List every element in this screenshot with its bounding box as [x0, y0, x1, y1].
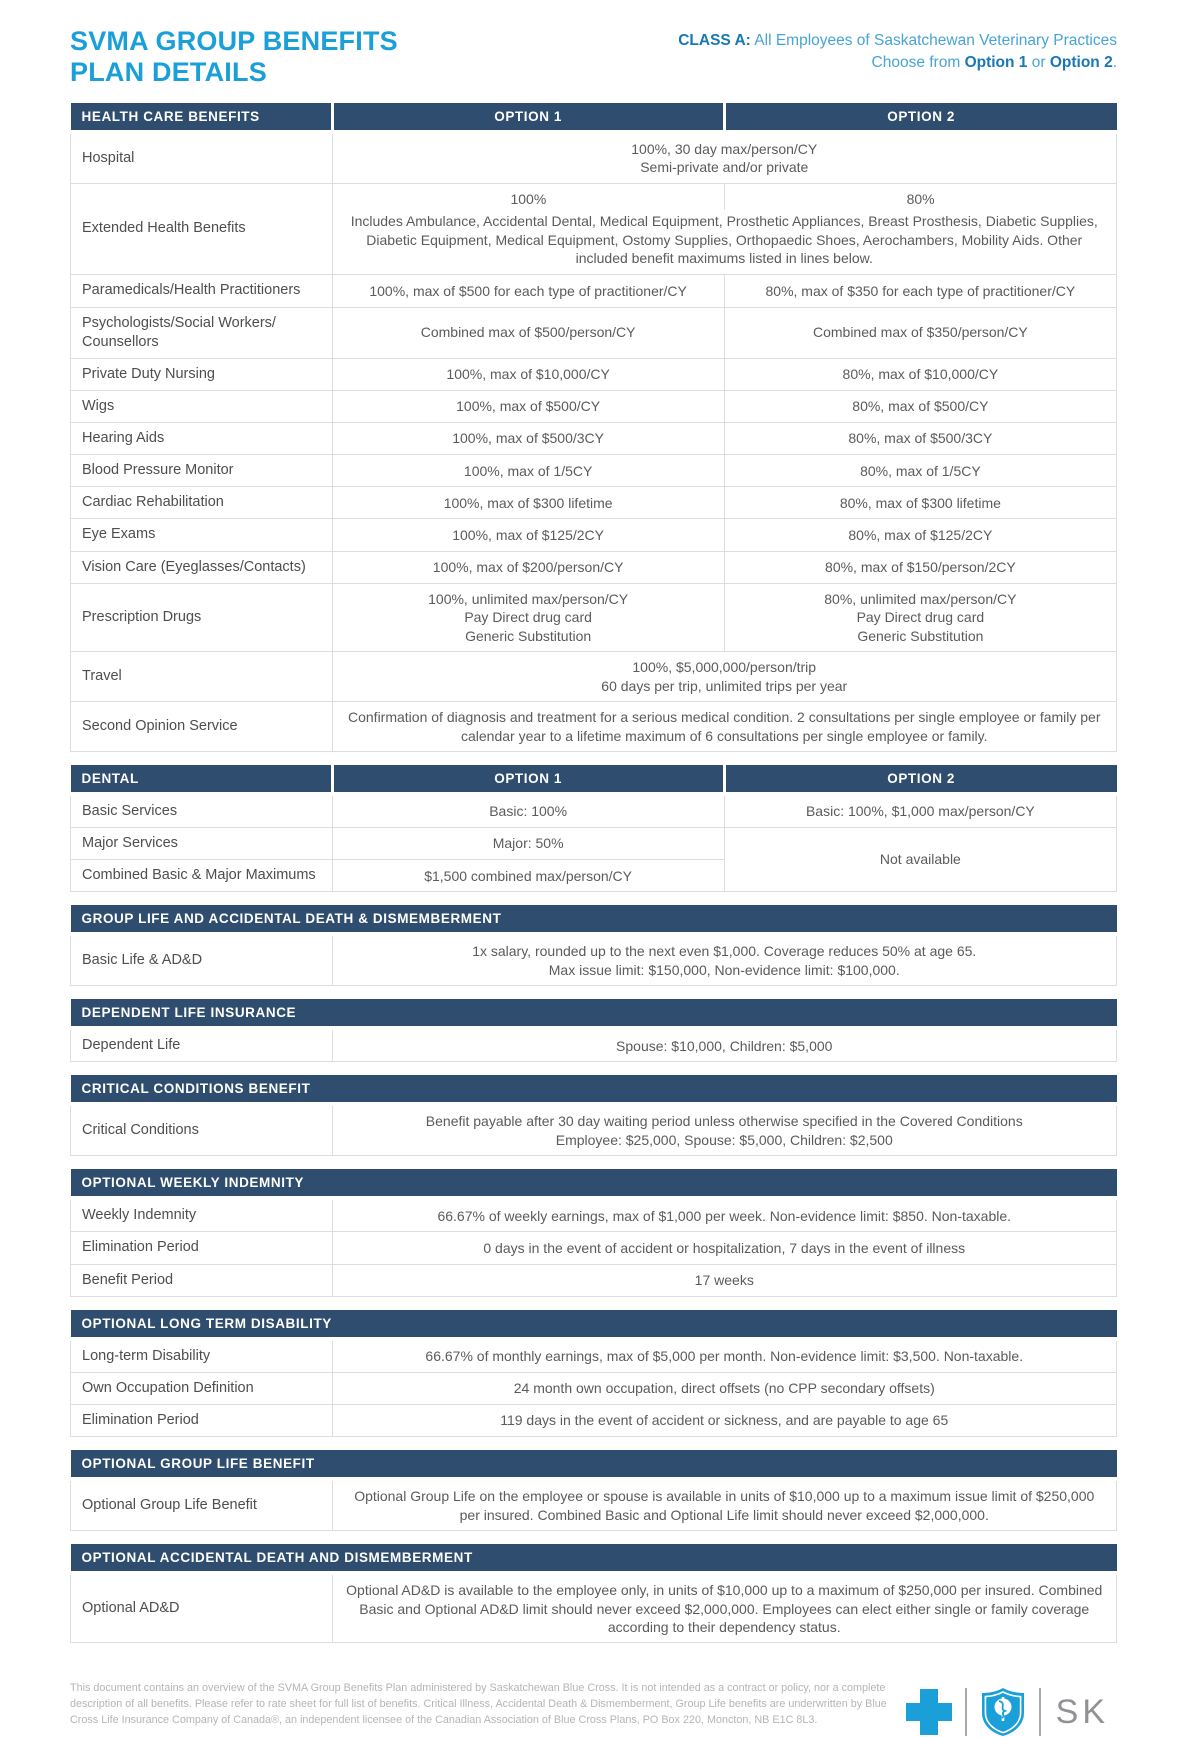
class-info	[678, 26, 1117, 73]
weekly-indemnity-header-title: OPTIONAL WEEKLY INDEMNITY	[71, 1169, 1117, 1198]
dependent-life-table	[70, 999, 1117, 1062]
table-row-weekly-indemnity	[71, 1198, 1117, 1232]
value-line: Semi-private and/or private	[640, 159, 809, 176]
option1-value	[332, 583, 724, 651]
health-header-option1: OPTION 1	[332, 103, 724, 132]
long-term-disability-table	[70, 1310, 1117, 1437]
benefit-label: Blood Pressure Monitor	[71, 455, 333, 487]
option1-value: 100%, max of 1/5CY	[332, 455, 724, 487]
benefit-label: Combined Basic & Major Maximums	[71, 860, 333, 892]
document-page	[70, 26, 1117, 1737]
benefit-value	[332, 934, 1117, 985]
benefit-label: Optional AD&D	[71, 1573, 333, 1643]
value-line: Pay Direct drug card	[464, 609, 592, 626]
page-title	[70, 26, 398, 89]
optional-group-life-header-title: OPTIONAL GROUP LIFE BENEFIT	[71, 1450, 1117, 1479]
table-header-row	[71, 1075, 1117, 1104]
benefit-value: 66.67% of weekly earnings, max of $1,000 per week. Non-evidence limit: $850. Non-taxable.	[332, 1198, 1117, 1232]
benefit-value	[332, 183, 1117, 275]
table-row-hospital	[71, 132, 1117, 183]
value-line: 100%, $5,000,000/person/trip	[632, 659, 817, 676]
table-row-basic-life-add	[71, 934, 1117, 985]
benefit-label: Optional Group Life Benefit	[71, 1479, 333, 1530]
benefit-label: Benefit Period	[71, 1264, 333, 1296]
table-row-own-occupation	[71, 1372, 1117, 1404]
page-footer	[70, 1681, 1117, 1737]
option1-value: 100%, max of $500/3CY	[332, 423, 724, 455]
benefit-value	[332, 1104, 1117, 1155]
benefit-label: Second Opinion Service	[71, 702, 333, 752]
benefit-value	[332, 652, 1117, 702]
benefit-label: Critical Conditions	[71, 1104, 333, 1155]
option2-value	[724, 583, 1116, 651]
table-header-row	[71, 999, 1117, 1028]
table-row-critical-conditions	[71, 1104, 1117, 1155]
option2-value: Basic: 100%, $1,000 max/person/CY	[724, 794, 1116, 828]
group-life-table	[70, 905, 1117, 986]
benefit-label: Hearing Aids	[71, 423, 333, 455]
benefit-label: Cardiac Rehabilitation	[71, 487, 333, 519]
dependent-life-header-title: DEPENDENT LIFE INSURANCE	[71, 999, 1117, 1028]
table-header-row	[71, 1310, 1117, 1339]
choose-option1: Option 1	[964, 53, 1028, 71]
option1-value: 100%, max of $300 lifetime	[332, 487, 724, 519]
benefit-label: Eye Exams	[71, 519, 333, 551]
benefit-label: Elimination Period	[71, 1232, 333, 1264]
table-row-psychologists	[71, 307, 1117, 358]
option1-value: Major: 50%	[332, 828, 724, 860]
table-header-row	[71, 1450, 1117, 1479]
health-header-option2: OPTION 2	[724, 103, 1116, 132]
value-line: Generic Substitution	[857, 627, 984, 644]
option2-value: 80%	[724, 184, 1116, 210]
logo-divider	[1039, 1688, 1041, 1736]
table-row-optional-group-life	[71, 1479, 1117, 1530]
value-line: Benefit payable after 30 day waiting period unless otherwise specified in the Covered Conditions	[425, 1113, 1023, 1130]
table-row-vision-care	[71, 551, 1117, 583]
class-line2	[678, 52, 1117, 74]
benefit-label: Hospital	[71, 132, 333, 183]
option1-value: 100%, max of $500/CY	[332, 390, 724, 422]
table-row-second-opinion	[71, 702, 1117, 752]
table-header-row	[71, 1169, 1117, 1198]
dental-header-option2: OPTION 2	[724, 765, 1116, 794]
value-line: Pay Direct drug card	[856, 609, 985, 626]
benefit-label: Private Duty Nursing	[71, 358, 333, 390]
table-row-elimination-period	[71, 1232, 1117, 1264]
blue-cross-blue-shield-sk-logo	[906, 1681, 1109, 1737]
benefit-label: Own Occupation Definition	[71, 1372, 333, 1404]
benefit-value	[332, 132, 1117, 183]
benefit-label: Weekly Indemnity	[71, 1198, 333, 1232]
table-header-row	[71, 103, 1117, 132]
benefit-value: Confirmation of diagnosis and treatment for a serious medical condition. 2 consultations per single employee or family per calendar year to a lifetime maximum of 6 consultations per single employee or family.	[332, 702, 1117, 752]
benefit-label: Prescription Drugs	[71, 583, 333, 651]
benefit-label: Dependent Life	[71, 1028, 333, 1062]
extended-health-grid	[333, 184, 1117, 275]
table-row-optional-add	[71, 1573, 1117, 1643]
benefit-label: Extended Health Benefits	[71, 183, 333, 275]
benefit-value: 0 days in the event of accident or hospitalization, 7 days in the event of illness	[332, 1232, 1117, 1264]
choose-or: or	[1027, 53, 1050, 71]
table-row-hearing-aids	[71, 423, 1117, 455]
value-line: 80%, unlimited max/person/CY	[824, 590, 1017, 607]
benefit-label: Major Services	[71, 828, 333, 860]
table-row-major-services	[71, 828, 1117, 860]
option2-value: 80%, max of $350 for each type of practitioner/CY	[724, 275, 1116, 307]
benefit-value: 24 month own occupation, direct offsets (no CPP secondary offsets)	[332, 1372, 1117, 1404]
benefit-label: Vision Care (Eyeglasses/Contacts)	[71, 551, 333, 583]
table-row-private-duty-nursing	[71, 358, 1117, 390]
option1-value: 100%, max of $500 for each type of practitioner/CY	[332, 275, 724, 307]
benefit-value: Optional AD&D is available to the employee only, in units of $10,000 up to a maximum of $250,000 per insured. Combined Basic and Optional AD&D limit should never exceed $2,000,000. Employees can elect either single or family coverage according to their dependency status.	[332, 1573, 1117, 1643]
option2-value: 80%, max of 1/5CY	[724, 455, 1116, 487]
table-row-basic-services	[71, 794, 1117, 828]
option2-not-available: Not available	[724, 828, 1116, 892]
benefit-label: Psychologists/Social Workers/ Counsellors	[71, 307, 333, 358]
table-row-benefit-period	[71, 1264, 1117, 1296]
table-row-ltd-elimination-period	[71, 1404, 1117, 1436]
choose-option2: Option 2	[1049, 53, 1113, 71]
option2-value: 80%, max of $500/CY	[724, 390, 1116, 422]
benefit-label: Basic Services	[71, 794, 333, 828]
choose-period: .	[1112, 53, 1117, 71]
benefit-value: Optional Group Life on the employee or spouse is available in units of $10,000 up to a maximum issue limit of $250,000 per insured. Combined Basic and Optional Life limit should never exceed $2,000,000.	[332, 1479, 1117, 1530]
group-life-header-title: GROUP LIFE AND ACCIDENTAL DEATH & DISMEMBERMENT	[71, 905, 1117, 934]
health-care-benefits-table	[70, 103, 1117, 752]
benefit-label: Long-term Disability	[71, 1339, 333, 1373]
critical-conditions-header-title: CRITICAL CONDITIONS BENEFIT	[71, 1075, 1117, 1104]
benefit-label: Elimination Period	[71, 1404, 333, 1436]
benefit-label: Paramedicals/Health Practitioners	[71, 275, 333, 307]
value-line: 60 days per trip, unlimited trips per year	[601, 677, 848, 694]
class-label: CLASS A:	[678, 32, 751, 49]
benefit-value: Spouse: $10,000, Children: $5,000	[332, 1028, 1117, 1062]
dental-table	[70, 765, 1117, 892]
option2-value: 80%, max of $125/2CY	[724, 519, 1116, 551]
table-row-paramedicals	[71, 275, 1117, 307]
option2-value: 80%, max of $500/3CY	[724, 423, 1116, 455]
benefit-value: 66.67% of monthly earnings, max of $5,000 per month. Non-evidence limit: $3,500. Non-taxable.	[332, 1339, 1117, 1373]
disclaimer-text: This document contains an overview of the SVMA Group Benefits Plan administered by Saskatchewan Blue Cross. It is not intended as a contract or policy, nor a complete description of all benefits. Please refer to rate sheet for full list of benefits. Critical Illness, Accidental Death & Dismemberment, Group Life benefits are underwritten by Blue Cross Life Insurance Company of Canada®, an independent licensee of the Canadian Association of Blue Cross Plans, PO Box 220, Moncton, NB E1C 8L3.	[70, 1682, 887, 1726]
table-row-dependent-life	[71, 1028, 1117, 1062]
blue-shield-icon	[980, 1687, 1026, 1737]
value-line: 100%, unlimited max/person/CY	[428, 590, 629, 607]
page-header	[70, 26, 1117, 89]
table-header-row	[71, 765, 1117, 794]
table-row-eye-exams	[71, 519, 1117, 551]
table-row-cardiac-rehabilitation	[71, 487, 1117, 519]
option2-value: 80%, max of $10,000/CY	[724, 358, 1116, 390]
table-row-wigs	[71, 390, 1117, 422]
table-header-row	[71, 905, 1117, 934]
option1-value: 100%	[510, 190, 547, 207]
critical-conditions-table	[70, 1075, 1117, 1156]
option1-value: Combined max of $500/person/CY	[332, 307, 724, 358]
ltd-header-title: OPTIONAL LONG TERM DISABILITY	[71, 1310, 1117, 1339]
table-row-long-term-disability	[71, 1339, 1117, 1373]
value-line: Max issue limit: $150,000, Non-evidence limit: $100,000.	[548, 961, 900, 978]
optional-add-table	[70, 1544, 1117, 1643]
dental-header-title: DENTAL	[71, 765, 333, 794]
logo-divider	[965, 1688, 967, 1736]
option2-value: Combined max of $350/person/CY	[724, 307, 1116, 358]
option2-value: 80%, max of $300 lifetime	[724, 487, 1116, 519]
optional-group-life-table	[70, 1450, 1117, 1531]
benefit-label: Wigs	[71, 390, 333, 422]
benefit-value: 17 weeks	[332, 1264, 1117, 1296]
benefit-label: Basic Life & AD&D	[71, 934, 333, 985]
value-line: 100%, 30 day max/person/CY	[631, 140, 818, 157]
option1-value: Basic: 100%	[332, 794, 724, 828]
page-title-line2: PLAN DETAILS	[70, 57, 267, 88]
option1-value: 100%, max of $125/2CY	[332, 519, 724, 551]
health-header-title: HEALTH CARE BENEFITS	[71, 103, 333, 132]
page-title-line1: SVMA GROUP BENEFITS	[70, 26, 398, 56]
class-text: All Employees of Saskatchewan Veterinary Practices	[750, 32, 1117, 49]
table-row-prescription-drugs	[71, 583, 1117, 651]
option1-value: $1,500 combined max/person/CY	[332, 860, 724, 892]
sk-logo-text: SK	[1055, 1692, 1109, 1731]
table-row-extended-health	[71, 183, 1117, 275]
benefit-label: Travel	[71, 652, 333, 702]
extended-health-note: Includes Ambulance, Accidental Dental, Medical Equipment, Prosthetic Appliances, Breast Prosthesis, Diabetic Supplies, Diabetic Equipment, Medical Equipment, Ostomy Supplies, Orthopaedic Shoes, Aerochambers, Mobility Aids. Other included benefit maximums listed in lines below.	[350, 213, 1098, 266]
option2-value: 80%, max of $150/person/2CY	[724, 551, 1116, 583]
table-header-row	[71, 1544, 1117, 1573]
value-line: Employee: $25,000, Spouse: $5,000, Children: $2,500	[555, 1131, 893, 1148]
option1-value: 100%, max of $200/person/CY	[332, 551, 724, 583]
weekly-indemnity-table	[70, 1169, 1117, 1296]
dental-header-option1: OPTION 1	[332, 765, 724, 794]
choose-pre: Choose from	[871, 53, 965, 71]
value-line: Generic Substitution	[465, 627, 592, 644]
class-line1	[678, 30, 1117, 52]
benefit-value: 119 days in the event of accident or sickness, and are payable to age 65	[332, 1404, 1117, 1436]
option1-value: 100%, max of $10,000/CY	[332, 358, 724, 390]
blue-cross-icon	[906, 1689, 952, 1735]
table-row-blood-pressure-monitor	[71, 455, 1117, 487]
table-row-travel	[71, 652, 1117, 702]
optional-add-header-title: OPTIONAL ACCIDENTAL DEATH AND DISMEMBERMENT	[71, 1544, 1117, 1573]
value-line: 1x salary, rounded up to the next even $1,000. Coverage reduces 50% at age 65.	[472, 943, 977, 960]
